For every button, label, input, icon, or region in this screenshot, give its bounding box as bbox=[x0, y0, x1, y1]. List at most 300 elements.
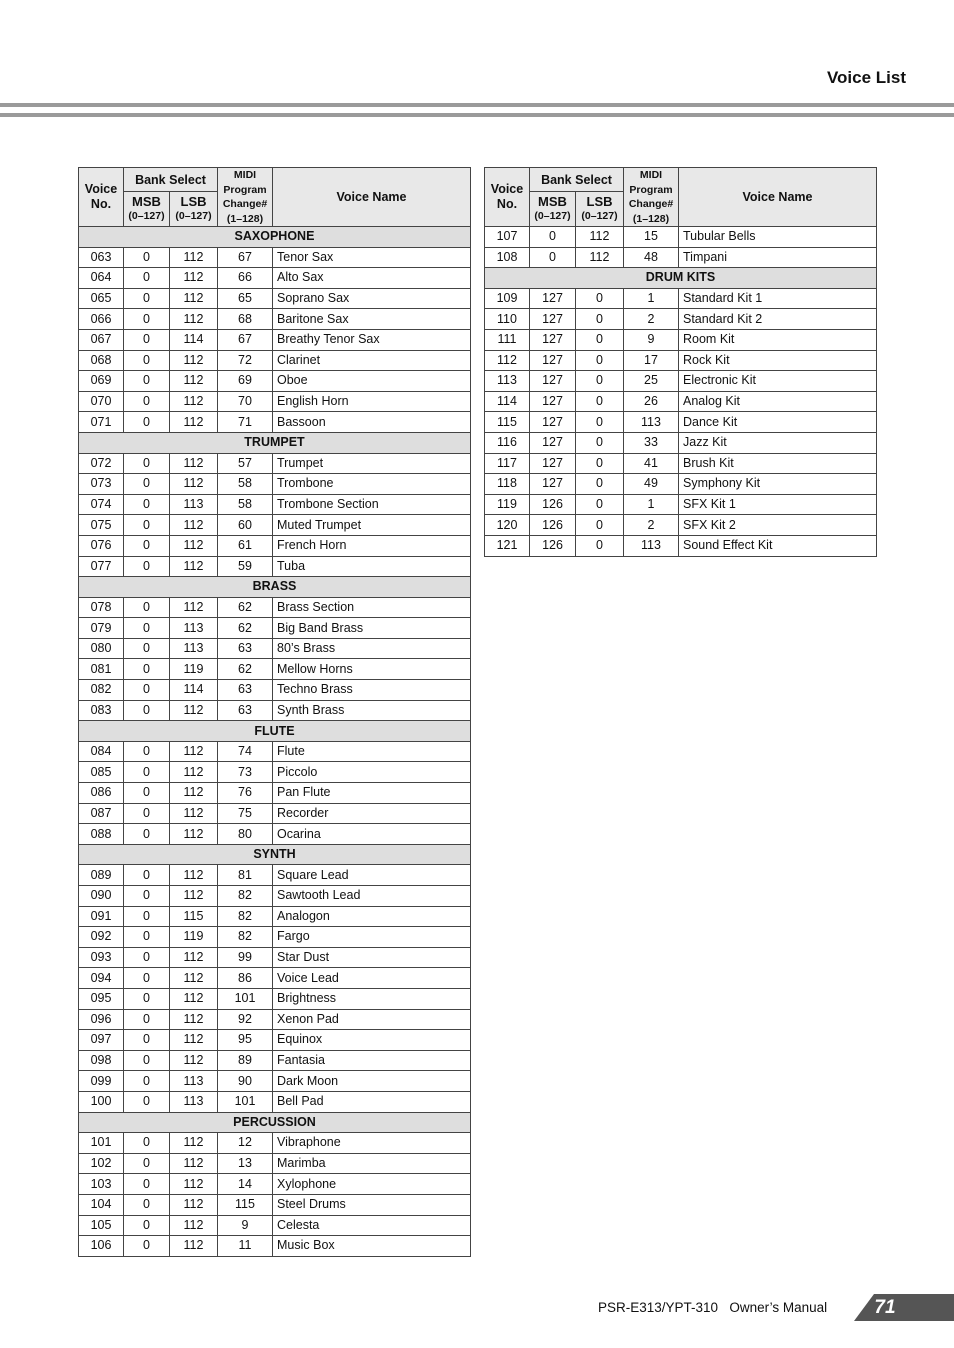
lsb-cell: 112 bbox=[170, 391, 218, 412]
page-title: Voice List bbox=[826, 68, 906, 87]
voice-no-cell: 108 bbox=[485, 247, 530, 268]
table-row bbox=[485, 371, 877, 392]
msb-cell: 0 bbox=[124, 556, 170, 577]
lsb-cell: 112 bbox=[170, 556, 218, 577]
voice-no-cell: 098 bbox=[79, 1050, 124, 1071]
category-row bbox=[485, 268, 877, 289]
voice-no-cell: 095 bbox=[79, 988, 124, 1009]
program-change-cell: 2 bbox=[624, 515, 679, 536]
program-change-cell: 75 bbox=[218, 803, 273, 824]
voice-no-cell: 085 bbox=[79, 762, 124, 783]
msb-cell: 127 bbox=[530, 391, 576, 412]
msb-cell: 0 bbox=[124, 350, 170, 371]
table-row bbox=[79, 618, 471, 639]
lsb-cell: 112 bbox=[170, 1133, 218, 1154]
voice-name-cell: Square Lead bbox=[273, 865, 471, 886]
lsb-cell: 112 bbox=[170, 1050, 218, 1071]
lsb-cell: 113 bbox=[170, 1071, 218, 1092]
header-lsb: LSB (0–127) bbox=[576, 192, 624, 227]
voice-name-cell: Soprano Sax bbox=[273, 288, 471, 309]
program-change-cell: 89 bbox=[218, 1050, 273, 1071]
program-change-cell: 9 bbox=[624, 329, 679, 350]
voice-no-cell: 081 bbox=[79, 659, 124, 680]
lsb-cell: 112 bbox=[170, 824, 218, 845]
voice-no-cell: 111 bbox=[485, 329, 530, 350]
lsb-cell: 115 bbox=[170, 906, 218, 927]
voice-name-cell: SFX Kit 1 bbox=[679, 494, 877, 515]
voice-name-cell: Electronic Kit bbox=[679, 371, 877, 392]
voice-no-cell: 082 bbox=[79, 680, 124, 701]
lsb-cell: 112 bbox=[170, 886, 218, 907]
voice-no-cell: 118 bbox=[485, 474, 530, 495]
category-row bbox=[79, 1112, 471, 1133]
lsb-cell: 112 bbox=[170, 371, 218, 392]
table-row bbox=[485, 412, 877, 433]
program-change-cell: 9 bbox=[218, 1215, 273, 1236]
program-change-cell: 33 bbox=[624, 432, 679, 453]
voice-no-cell: 068 bbox=[79, 350, 124, 371]
program-change-cell: 14 bbox=[218, 1174, 273, 1195]
voice-name-cell: Vibraphone bbox=[273, 1133, 471, 1154]
msb-cell: 127 bbox=[530, 350, 576, 371]
msb-cell: 0 bbox=[124, 783, 170, 804]
program-change-cell: 115 bbox=[218, 1194, 273, 1215]
table-row bbox=[79, 865, 471, 886]
voice-no-cell: 063 bbox=[79, 247, 124, 268]
program-change-cell: 1 bbox=[624, 288, 679, 309]
table-row bbox=[79, 371, 471, 392]
voice-list-table-left bbox=[78, 167, 471, 1257]
msb-cell: 0 bbox=[124, 268, 170, 289]
lsb-cell: 113 bbox=[170, 638, 218, 659]
lsb-cell: 112 bbox=[170, 1153, 218, 1174]
lsb-cell: 0 bbox=[576, 309, 624, 330]
table-row bbox=[79, 1030, 471, 1051]
msb-cell: 0 bbox=[124, 803, 170, 824]
voice-name-cell: Tuba bbox=[273, 556, 471, 577]
table-row bbox=[79, 1153, 471, 1174]
voice-name-cell: Rock Kit bbox=[679, 350, 877, 371]
program-change-cell: 62 bbox=[218, 659, 273, 680]
voice-no-cell: 121 bbox=[485, 535, 530, 556]
msb-cell: 0 bbox=[124, 1174, 170, 1195]
lsb-cell: 0 bbox=[576, 453, 624, 474]
program-change-cell: 49 bbox=[624, 474, 679, 495]
table-row bbox=[79, 412, 471, 433]
msb-cell: 127 bbox=[530, 453, 576, 474]
msb-cell: 0 bbox=[124, 618, 170, 639]
program-change-cell: 71 bbox=[218, 412, 273, 433]
msb-cell: 126 bbox=[530, 515, 576, 536]
msb-cell: 0 bbox=[124, 309, 170, 330]
category-label: SYNTH bbox=[79, 844, 471, 865]
table-row bbox=[79, 1091, 471, 1112]
msb-cell: 127 bbox=[530, 432, 576, 453]
table-row bbox=[485, 227, 877, 248]
category-label: DRUM KITS bbox=[485, 268, 877, 289]
table-row bbox=[79, 474, 471, 495]
table-row bbox=[79, 1236, 471, 1257]
lsb-cell: 0 bbox=[576, 288, 624, 309]
voice-name-cell: Recorder bbox=[273, 803, 471, 824]
header-voice-name: Voice Name bbox=[679, 168, 877, 227]
voice-no-cell: 109 bbox=[485, 288, 530, 309]
program-change-cell: 41 bbox=[624, 453, 679, 474]
msb-cell: 0 bbox=[124, 391, 170, 412]
msb-cell: 127 bbox=[530, 474, 576, 495]
voice-name-cell: Synth Brass bbox=[273, 700, 471, 721]
msb-cell: 0 bbox=[124, 1091, 170, 1112]
program-change-cell: 26 bbox=[624, 391, 679, 412]
program-change-cell: 62 bbox=[218, 618, 273, 639]
voice-name-cell: Sawtooth Lead bbox=[273, 886, 471, 907]
header-voice-no: Voice No. bbox=[79, 168, 124, 227]
lsb-cell: 112 bbox=[170, 309, 218, 330]
lsb-cell: 112 bbox=[170, 803, 218, 824]
msb-cell: 0 bbox=[124, 329, 170, 350]
header-msb: MSB (0–127) bbox=[530, 192, 576, 227]
msb-cell: 0 bbox=[124, 1236, 170, 1257]
table-row bbox=[485, 247, 877, 268]
program-change-cell: 25 bbox=[624, 371, 679, 392]
lsb-cell: 113 bbox=[170, 618, 218, 639]
table-row bbox=[79, 824, 471, 845]
voice-no-cell: 091 bbox=[79, 906, 124, 927]
category-row bbox=[79, 227, 471, 248]
table-row bbox=[79, 886, 471, 907]
voice-name-cell: SFX Kit 2 bbox=[679, 515, 877, 536]
voice-name-cell: Music Box bbox=[273, 1236, 471, 1257]
lsb-cell: 112 bbox=[170, 474, 218, 495]
voice-no-cell: 066 bbox=[79, 309, 124, 330]
table-row bbox=[79, 680, 471, 701]
voice-name-cell: Breathy Tenor Sax bbox=[273, 329, 471, 350]
lsb-cell: 112 bbox=[170, 268, 218, 289]
program-change-cell: 59 bbox=[218, 556, 273, 577]
voice-name-cell: Symphony Kit bbox=[679, 474, 877, 495]
lsb-cell: 0 bbox=[576, 432, 624, 453]
msb-cell: 126 bbox=[530, 494, 576, 515]
voice-no-cell: 115 bbox=[485, 412, 530, 433]
table-row bbox=[485, 288, 877, 309]
voice-no-cell: 093 bbox=[79, 947, 124, 968]
voice-name-cell: Analogon bbox=[273, 906, 471, 927]
msb-cell: 0 bbox=[124, 1215, 170, 1236]
program-change-cell: 82 bbox=[218, 886, 273, 907]
program-change-cell: 90 bbox=[218, 1071, 273, 1092]
msb-cell: 0 bbox=[124, 453, 170, 474]
lsb-cell: 112 bbox=[170, 288, 218, 309]
voice-no-cell: 119 bbox=[485, 494, 530, 515]
lsb-cell: 112 bbox=[170, 412, 218, 433]
voice-no-cell: 120 bbox=[485, 515, 530, 536]
category-label: SAXOPHONE bbox=[79, 227, 471, 248]
header-midi-program-change: MIDI Program Change# (1–128) bbox=[218, 168, 273, 227]
voice-name-cell: Piccolo bbox=[273, 762, 471, 783]
voice-no-cell: 094 bbox=[79, 968, 124, 989]
lsb-cell: 114 bbox=[170, 680, 218, 701]
msb-cell: 127 bbox=[530, 329, 576, 350]
voice-name-cell: Alto Sax bbox=[273, 268, 471, 289]
program-change-cell: 113 bbox=[624, 535, 679, 556]
lsb-cell: 0 bbox=[576, 329, 624, 350]
voice-no-cell: 080 bbox=[79, 638, 124, 659]
voice-name-cell: Fargo bbox=[273, 927, 471, 948]
table-row bbox=[79, 906, 471, 927]
voice-name-cell: Xylophone bbox=[273, 1174, 471, 1195]
program-change-cell: 58 bbox=[218, 474, 273, 495]
lsb-cell: 112 bbox=[170, 783, 218, 804]
table-row bbox=[79, 988, 471, 1009]
voice-no-cell: 092 bbox=[79, 927, 124, 948]
msb-cell: 0 bbox=[124, 968, 170, 989]
program-change-cell: 92 bbox=[218, 1009, 273, 1030]
header-rule-thick bbox=[0, 103, 954, 107]
category-row bbox=[79, 844, 471, 865]
program-change-cell: 82 bbox=[218, 906, 273, 927]
header-lsb: LSB (0–127) bbox=[170, 192, 218, 227]
voice-no-cell: 097 bbox=[79, 1030, 124, 1051]
voice-name-cell: Trombone Section bbox=[273, 494, 471, 515]
header-voice-name: Voice Name bbox=[273, 168, 471, 227]
program-change-cell: 61 bbox=[218, 535, 273, 556]
table-row bbox=[79, 968, 471, 989]
voice-name-cell: Standard Kit 2 bbox=[679, 309, 877, 330]
msb-cell: 127 bbox=[530, 371, 576, 392]
table-row bbox=[79, 288, 471, 309]
program-change-cell: 15 bbox=[624, 227, 679, 248]
lsb-cell: 112 bbox=[170, 988, 218, 1009]
voice-no-cell: 100 bbox=[79, 1091, 124, 1112]
msb-cell: 127 bbox=[530, 288, 576, 309]
voice-name-cell: Big Band Brass bbox=[273, 618, 471, 639]
msb-cell: 0 bbox=[124, 762, 170, 783]
msb-cell: 0 bbox=[124, 638, 170, 659]
voice-name-cell: Marimba bbox=[273, 1153, 471, 1174]
msb-cell: 126 bbox=[530, 535, 576, 556]
lsb-cell: 112 bbox=[576, 247, 624, 268]
voice-name-cell: Oboe bbox=[273, 371, 471, 392]
voice-name-cell: French Horn bbox=[273, 535, 471, 556]
voice-no-cell: 064 bbox=[79, 268, 124, 289]
msb-cell: 0 bbox=[124, 597, 170, 618]
voice-no-cell: 116 bbox=[485, 432, 530, 453]
lsb-cell: 112 bbox=[170, 1030, 218, 1051]
program-change-cell: 69 bbox=[218, 371, 273, 392]
voice-no-cell: 077 bbox=[79, 556, 124, 577]
table-row bbox=[485, 350, 877, 371]
page-number: 71 bbox=[874, 1297, 896, 1318]
voice-name-cell: Bassoon bbox=[273, 412, 471, 433]
msb-cell: 0 bbox=[124, 371, 170, 392]
lsb-cell: 113 bbox=[170, 494, 218, 515]
category-label: TRUMPET bbox=[79, 432, 471, 453]
voice-no-cell: 101 bbox=[79, 1133, 124, 1154]
voice-name-cell: Voice Lead bbox=[273, 968, 471, 989]
voice-no-cell: 083 bbox=[79, 700, 124, 721]
table-row bbox=[79, 783, 471, 804]
msb-cell: 0 bbox=[124, 1009, 170, 1030]
voice-no-cell: 065 bbox=[79, 288, 124, 309]
program-change-cell: 63 bbox=[218, 638, 273, 659]
voice-list-table-right bbox=[484, 167, 877, 557]
lsb-cell: 0 bbox=[576, 350, 624, 371]
voice-no-cell: 070 bbox=[79, 391, 124, 412]
table-row bbox=[79, 535, 471, 556]
msb-cell: 0 bbox=[124, 865, 170, 886]
table-row bbox=[79, 1174, 471, 1195]
category-row bbox=[79, 721, 471, 742]
program-change-cell: 68 bbox=[218, 309, 273, 330]
lsb-cell: 112 bbox=[170, 1236, 218, 1257]
program-change-cell: 101 bbox=[218, 988, 273, 1009]
table-row bbox=[79, 762, 471, 783]
program-change-cell: 72 bbox=[218, 350, 273, 371]
lsb-cell: 114 bbox=[170, 329, 218, 350]
voice-no-cell: 103 bbox=[79, 1174, 124, 1195]
header-midi-program-change: MIDI Program Change# (1–128) bbox=[624, 168, 679, 227]
header-bank-select: Bank Select bbox=[530, 168, 624, 192]
msb-cell: 0 bbox=[124, 1153, 170, 1174]
lsb-cell: 112 bbox=[170, 947, 218, 968]
lsb-cell: 112 bbox=[170, 762, 218, 783]
msb-cell: 0 bbox=[124, 412, 170, 433]
program-change-cell: 99 bbox=[218, 947, 273, 968]
lsb-cell: 0 bbox=[576, 474, 624, 495]
voice-no-cell: 107 bbox=[485, 227, 530, 248]
program-change-cell: 13 bbox=[218, 1153, 273, 1174]
program-change-cell: 74 bbox=[218, 741, 273, 762]
lsb-cell: 112 bbox=[170, 700, 218, 721]
msb-cell: 0 bbox=[124, 927, 170, 948]
voice-no-cell: 072 bbox=[79, 453, 124, 474]
table-row bbox=[79, 494, 471, 515]
program-change-cell: 58 bbox=[218, 494, 273, 515]
voice-no-cell: 075 bbox=[79, 515, 124, 536]
msb-cell: 0 bbox=[124, 1050, 170, 1071]
table-row bbox=[79, 1215, 471, 1236]
voice-no-cell: 096 bbox=[79, 1009, 124, 1030]
table-row bbox=[79, 247, 471, 268]
program-change-cell: 11 bbox=[218, 1236, 273, 1257]
lsb-cell: 112 bbox=[170, 1215, 218, 1236]
lsb-cell: 112 bbox=[170, 1174, 218, 1195]
voice-no-cell: 074 bbox=[79, 494, 124, 515]
voice-name-cell: Brightness bbox=[273, 988, 471, 1009]
lsb-cell: 112 bbox=[170, 865, 218, 886]
table-row bbox=[485, 535, 877, 556]
voice-name-cell: Trumpet bbox=[273, 453, 471, 474]
program-change-cell: 76 bbox=[218, 783, 273, 804]
msb-cell: 0 bbox=[124, 288, 170, 309]
footer-manual-title: PSR-E313/YPT-310 Owner’s Manual bbox=[598, 1300, 828, 1315]
voice-name-cell: Timpani bbox=[679, 247, 877, 268]
voice-name-cell: Techno Brass bbox=[273, 680, 471, 701]
msb-cell: 0 bbox=[530, 247, 576, 268]
voice-no-cell: 106 bbox=[79, 1236, 124, 1257]
category-label: FLUTE bbox=[79, 721, 471, 742]
voice-no-cell: 117 bbox=[485, 453, 530, 474]
program-change-cell: 95 bbox=[218, 1030, 273, 1051]
program-change-cell: 80 bbox=[218, 824, 273, 845]
lsb-cell: 112 bbox=[170, 515, 218, 536]
msb-cell: 0 bbox=[124, 1071, 170, 1092]
table-row bbox=[79, 700, 471, 721]
voice-no-cell: 114 bbox=[485, 391, 530, 412]
voice-name-cell: Bell Pad bbox=[273, 1091, 471, 1112]
voice-name-cell: Steel Drums bbox=[273, 1194, 471, 1215]
lsb-cell: 113 bbox=[170, 1091, 218, 1112]
voice-name-cell: Mellow Horns bbox=[273, 659, 471, 680]
msb-cell: 0 bbox=[124, 515, 170, 536]
table-row bbox=[79, 515, 471, 536]
table-row bbox=[79, 1009, 471, 1030]
msb-cell: 0 bbox=[124, 906, 170, 927]
msb-cell: 0 bbox=[124, 680, 170, 701]
program-change-cell: 66 bbox=[218, 268, 273, 289]
header-bank-select: Bank Select bbox=[124, 168, 218, 192]
voice-no-cell: 073 bbox=[79, 474, 124, 495]
msb-cell: 127 bbox=[530, 412, 576, 433]
table-row bbox=[485, 515, 877, 536]
msb-cell: 0 bbox=[124, 247, 170, 268]
lsb-cell: 112 bbox=[170, 247, 218, 268]
page-number-tab bbox=[854, 1294, 954, 1321]
voice-name-cell: Dark Moon bbox=[273, 1071, 471, 1092]
category-row bbox=[79, 577, 471, 598]
voice-no-cell: 102 bbox=[79, 1153, 124, 1174]
msb-cell: 0 bbox=[124, 947, 170, 968]
msb-cell: 0 bbox=[124, 824, 170, 845]
program-change-cell: 73 bbox=[218, 762, 273, 783]
voice-name-cell: Dance Kit bbox=[679, 412, 877, 433]
lsb-cell: 112 bbox=[170, 535, 218, 556]
table-row bbox=[485, 391, 877, 412]
msb-cell: 0 bbox=[530, 227, 576, 248]
lsb-cell: 112 bbox=[170, 1009, 218, 1030]
lsb-cell: 0 bbox=[576, 515, 624, 536]
table-row bbox=[79, 453, 471, 474]
voice-no-cell: 086 bbox=[79, 783, 124, 804]
msb-cell: 0 bbox=[124, 741, 170, 762]
table-row bbox=[485, 329, 877, 350]
voice-no-cell: 112 bbox=[485, 350, 530, 371]
voice-no-cell: 087 bbox=[79, 803, 124, 824]
lsb-cell: 112 bbox=[170, 453, 218, 474]
voice-name-cell: Equinox bbox=[273, 1030, 471, 1051]
voice-name-cell: Ocarina bbox=[273, 824, 471, 845]
program-change-cell: 12 bbox=[218, 1133, 273, 1154]
voice-no-cell: 071 bbox=[79, 412, 124, 433]
voice-name-cell: Brush Kit bbox=[679, 453, 877, 474]
msb-cell: 0 bbox=[124, 494, 170, 515]
program-change-cell: 60 bbox=[218, 515, 273, 536]
table-row bbox=[79, 309, 471, 330]
voice-no-cell: 099 bbox=[79, 1071, 124, 1092]
voice-no-cell: 090 bbox=[79, 886, 124, 907]
voice-no-cell: 069 bbox=[79, 371, 124, 392]
voice-no-cell: 078 bbox=[79, 597, 124, 618]
voice-name-cell: Xenon Pad bbox=[273, 1009, 471, 1030]
program-change-cell: 67 bbox=[218, 329, 273, 350]
voice-name-cell: Star Dust bbox=[273, 947, 471, 968]
table-row bbox=[79, 1133, 471, 1154]
table-row bbox=[79, 927, 471, 948]
table-row bbox=[79, 638, 471, 659]
program-change-cell: 1 bbox=[624, 494, 679, 515]
table-row bbox=[79, 597, 471, 618]
lsb-cell: 0 bbox=[576, 391, 624, 412]
